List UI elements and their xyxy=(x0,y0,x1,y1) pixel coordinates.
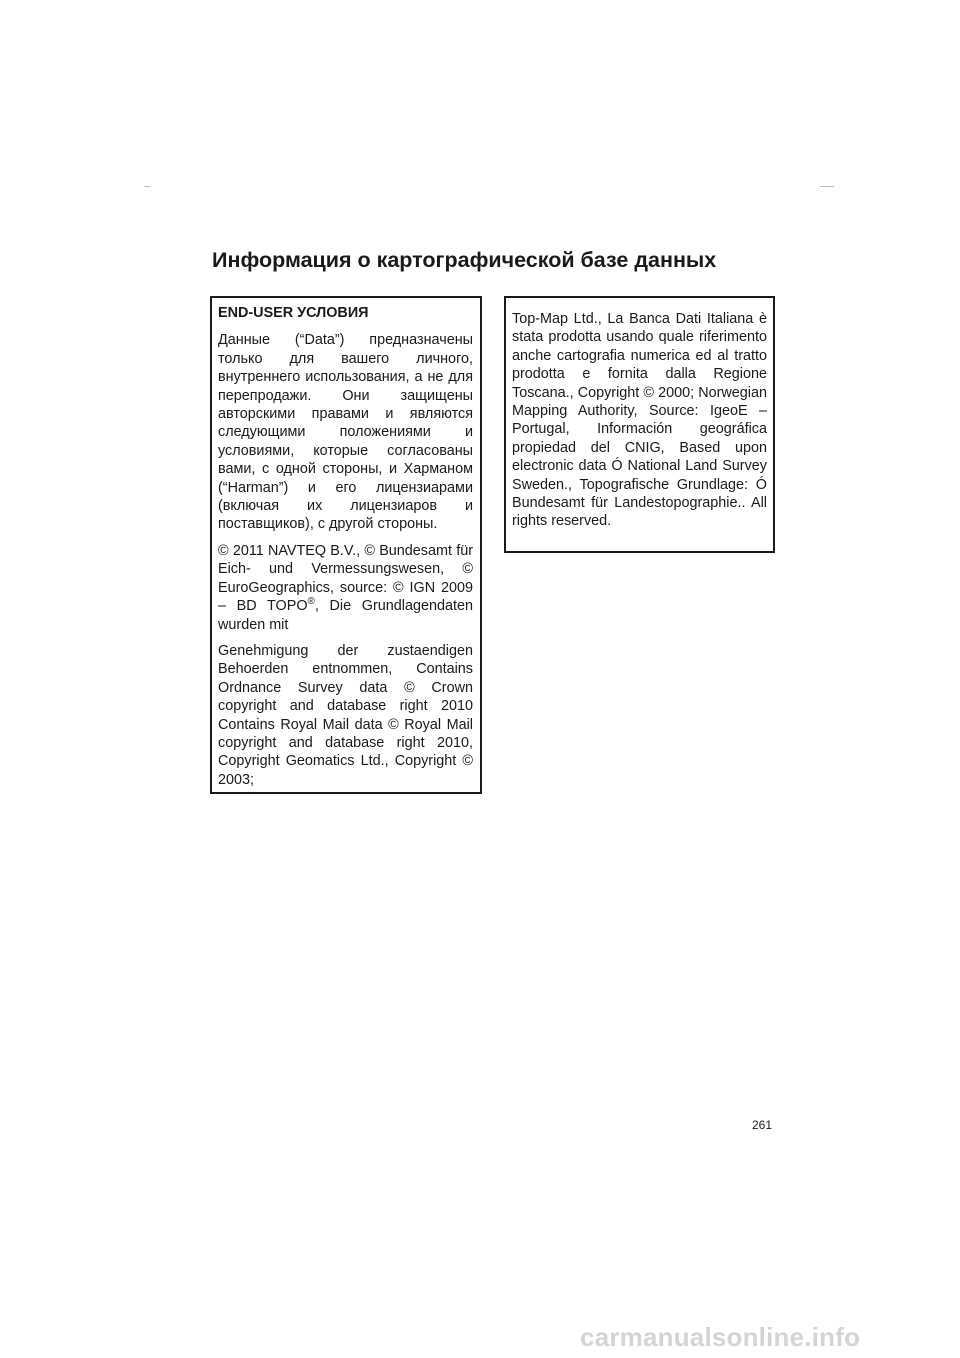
crop-mark-left xyxy=(144,186,150,187)
registered-mark: ® xyxy=(307,596,315,608)
license-box-right xyxy=(504,296,775,553)
license-paragraph-terms: Данные (“Data”) предназначены только для вашего личного, внутреннего использования, а не для перепродажи. Они защищены авторскими правами и являются следующими положениями и условиями, которые согласованы вами, с одной стороны, и Харманом (“Harman”) и его лицензиарами (включая их лицензиаров и поставщиков), с другой стороны. xyxy=(218,332,473,533)
page-number: 261 xyxy=(752,1118,773,1132)
license-paragraph-sources: Genehmigung der zustaendigen Behoerden entnommen, Contains Ordnance Survey data © Crown copyright and database right 2010 Contains Royal Mail data © Royal Mail copyright and database right 2010, Copyright Geomatics Ltd., Copyright © 2003; xyxy=(218,642,473,788)
license-paragraph-continued: Top-Map Ltd., La Banca Dati Italiana è stata prodotta usando quale riferimento anche cartografia numerica ed al tratto prodotta e fornita dalla Regione Toscana., Copyright © 2000; Norwegian Mapping Authority, Source: IgeoE – Portugal, Información geográfica propiedad del CNIG, Based upon electronic data Ó National Land Survey Sweden., Topografische Grundlage: Ó Bundesamt für Landestopographie.. All rights reserved. xyxy=(512,311,767,530)
license-box-left xyxy=(210,296,482,794)
page-title: Информация о картографической базе данных xyxy=(212,248,717,272)
license-paragraph-copyright xyxy=(218,542,473,634)
watermark: carmanualsonline.info xyxy=(580,1322,861,1352)
crop-mark-right xyxy=(820,186,834,187)
license-heading: END-USER УСЛОВИЯ xyxy=(218,305,369,321)
copyright-text-end: , Die Grundlagendaten wurden mit xyxy=(218,598,473,633)
copyright-text-start: © 2011 NAVTEQ B.V., © Bundesamt für Eich- und Vermessungswesen, © EuroGeographics, source: © IGN 2009 – BD TOPO xyxy=(218,542,473,615)
